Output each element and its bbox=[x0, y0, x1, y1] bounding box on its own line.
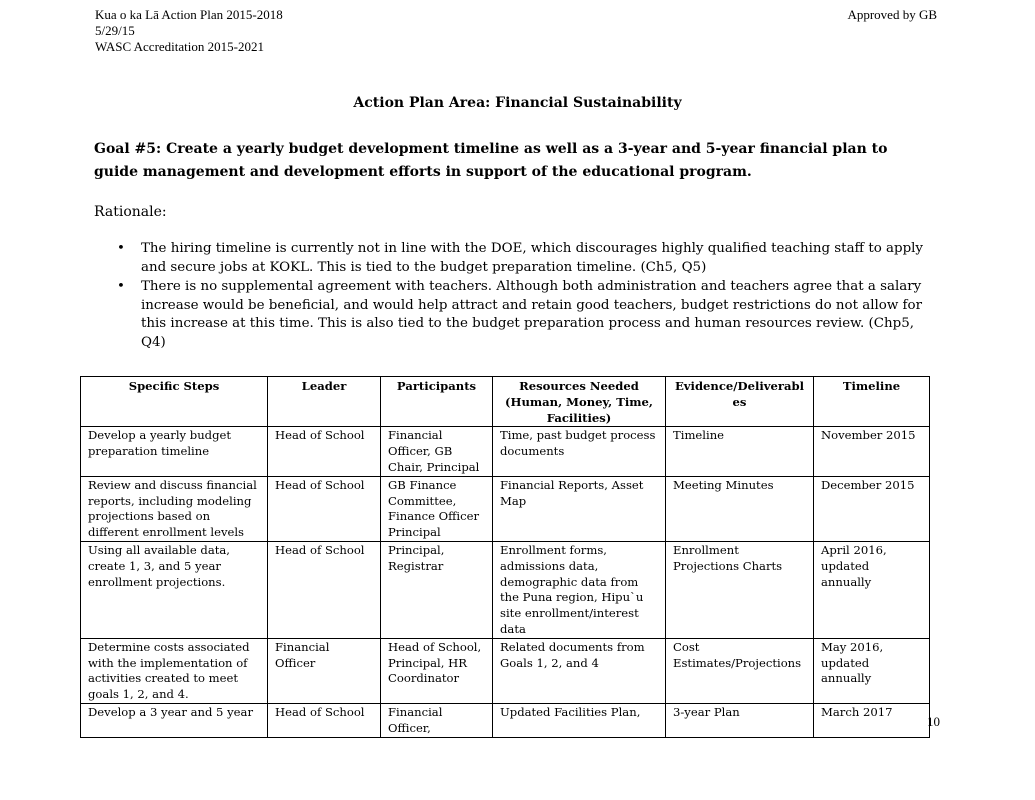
cell-step: Develop a yearly budget preparation timeline bbox=[81, 427, 268, 476]
cell-participants: Principal, Registrar bbox=[381, 541, 493, 638]
cell-resources: Updated Facilities Plan, bbox=[493, 703, 666, 737]
rationale-label: Rationale: bbox=[94, 204, 167, 220]
column-header-resources: Resources Needed (Human, Money, Time, Facilities) bbox=[493, 377, 666, 427]
cell-evidence: Meeting Minutes bbox=[666, 476, 814, 541]
cell-step: Review and discuss financial reports, including modeling projections based on different enrollment levels bbox=[81, 476, 268, 541]
table-row bbox=[81, 541, 930, 638]
rationale-item bbox=[117, 240, 941, 277]
cell-leader: Head of School bbox=[268, 703, 381, 737]
cell-leader: Head of School bbox=[268, 427, 381, 476]
cell-timeline: April 2016, updated annually bbox=[814, 541, 930, 638]
cell-timeline: December 2015 bbox=[814, 476, 930, 541]
cell-leader: Financial Officer bbox=[268, 638, 381, 703]
rationale-text: There is no supplemental agreement with teachers. Although both administration and teachers agree that a salary increase would be beneficial, and would help attract and retain good teachers, budget restrictions do not allow for this increase at this time. This is also tied to the budget preparation process and human resources review. (Chp5, Q4) bbox=[141, 279, 922, 350]
cell-resources: Financial Reports, Asset Map bbox=[493, 476, 666, 541]
column-header-timeline: Timeline bbox=[814, 377, 930, 427]
header-line: 5/29/15 bbox=[95, 23, 135, 38]
cell-participants: Head of School, Principal, HR Coordinator bbox=[381, 638, 493, 703]
goal-statement: Goal #5: Create a yearly budget development timeline as well as a 3-year and 5-year financial plan to guide management and development efforts in support of the educational program. bbox=[94, 141, 888, 180]
cell-participants: Financial Officer, bbox=[381, 703, 493, 737]
table-row bbox=[81, 638, 930, 703]
column-header-participants: Participants bbox=[381, 377, 493, 427]
cell-timeline: May 2016, updated annually bbox=[814, 638, 930, 703]
cell-leader: Head of School bbox=[268, 476, 381, 541]
cell-step: Develop a 3 year and 5 year bbox=[81, 703, 268, 737]
cell-participants: Financial Officer, GB Chair, Principal bbox=[381, 427, 493, 476]
cell-step: Determine costs associated with the implementation of activities created to meet goals 1, 2, and 4. bbox=[81, 638, 268, 703]
column-header-leader: Leader bbox=[268, 377, 381, 427]
bullet-icon: • bbox=[117, 279, 125, 294]
approval-note: Approved by GB bbox=[847, 7, 937, 22]
table-row bbox=[81, 703, 930, 737]
cell-timeline: March 2017 bbox=[814, 703, 930, 737]
header-line: Kua o ka Lā Action Plan 2015-2018 bbox=[95, 7, 283, 22]
rationale-text: The hiring timeline is currently not in line with the DOE, which discourages highly qualified teaching staff to apply and secure jobs at KOKL. This is tied to the budget preparation timeline. (Ch5, Q5) bbox=[141, 241, 923, 275]
cell-participants: GB Finance Committee, Finance Officer Principal bbox=[381, 476, 493, 541]
column-header-specific-steps: Specific Steps bbox=[81, 377, 268, 427]
cell-resources: Related documents from Goals 1, 2, and 4 bbox=[493, 638, 666, 703]
table-row bbox=[81, 427, 930, 476]
bullet-icon: • bbox=[117, 241, 125, 256]
cell-evidence: Cost Estimates/Projections bbox=[666, 638, 814, 703]
header-line: WASC Accreditation 2015-2021 bbox=[95, 39, 264, 54]
cell-evidence: 3-year Plan bbox=[666, 703, 814, 737]
rationale-list bbox=[117, 240, 941, 353]
cell-resources: Enrollment forms, admissions data, demographic data from the Puna region, Hipu`u site enrollment/interest data bbox=[493, 541, 666, 638]
action-plan-area-title: Action Plan Area: Financial Sustainability bbox=[353, 95, 682, 111]
cell-evidence: Enrollment Projections Charts bbox=[666, 541, 814, 638]
rationale-item bbox=[117, 278, 941, 352]
document-header-left bbox=[95, 7, 283, 55]
cell-evidence: Timeline bbox=[666, 427, 814, 476]
column-header-evidence: Evidence/Deliverables bbox=[666, 377, 814, 427]
cell-timeline: November 2015 bbox=[814, 427, 930, 476]
page-number: 10 bbox=[927, 714, 940, 729]
table-row bbox=[81, 476, 930, 541]
cell-step: Using all available data, create 1, 3, and 5 year enrollment projections. bbox=[81, 541, 268, 638]
action-steps-table bbox=[80, 376, 930, 738]
cell-leader: Head of School bbox=[268, 541, 381, 638]
table-header-row bbox=[81, 377, 930, 427]
cell-resources: Time, past budget process documents bbox=[493, 427, 666, 476]
